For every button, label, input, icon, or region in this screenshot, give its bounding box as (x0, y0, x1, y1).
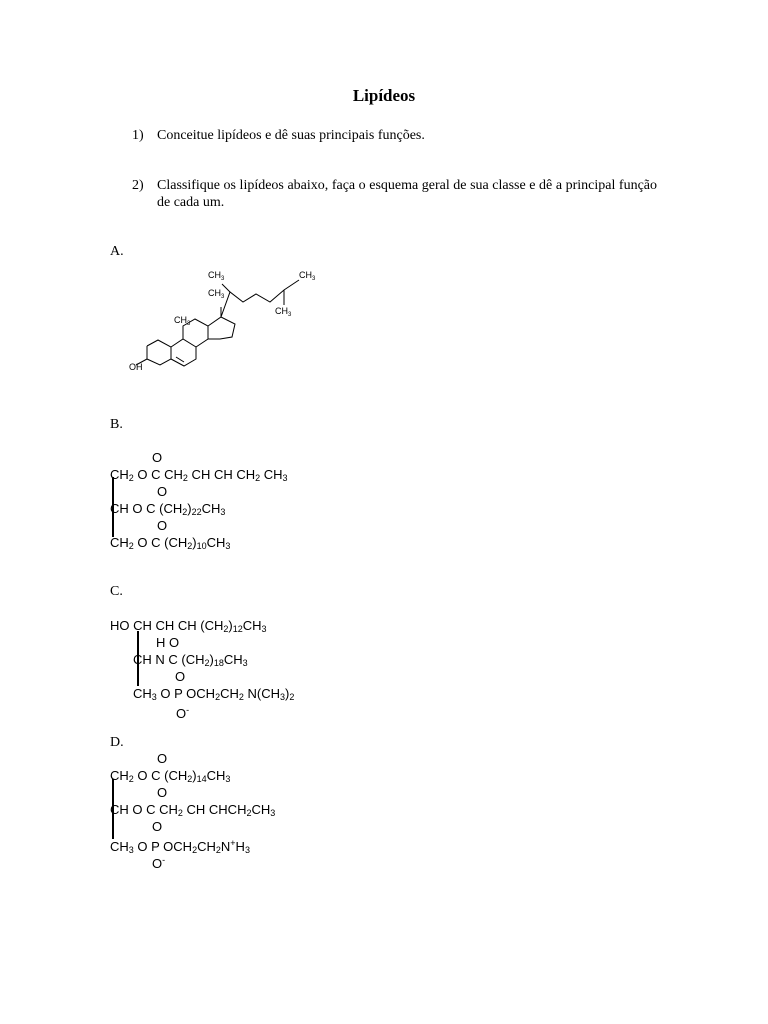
phosphate-anion-oxygen: O- (176, 705, 190, 721)
carbonyl-oxygen: O (152, 450, 163, 465)
carbonyl-oxygen: O (157, 518, 168, 533)
page-title: Lipídeos (352, 86, 416, 105)
cholesterol-structure (118, 262, 328, 377)
structure-d-label: D. (110, 735, 124, 750)
question-text: Conceitue lipídeos e dê suas principais funções. (157, 128, 425, 143)
amide-h-o: H O (156, 635, 180, 650)
phosphate-anion-oxygen: O- (152, 855, 166, 871)
structure-d-line-1: $CH_2$ O C $(CH_2)_{14}CH_3$ (110, 768, 231, 784)
ch3-ring-junction: $CH_3$ (174, 315, 191, 327)
structure-b-label: B. (110, 417, 123, 432)
structure-c-label: C. (110, 584, 123, 599)
ch3-branch: $CH_3$ (275, 306, 292, 318)
structure-d-line-2: CH O C $CH_2$ CH $CHCH_2CH_3$ (110, 802, 276, 818)
oh-group: OH (129, 362, 143, 372)
carbonyl-oxygen: O (157, 785, 168, 800)
structure-c-line-1: HO CH CH CH $(CH_2)_{12}CH_3$ (110, 618, 267, 634)
question-1 (0, 127, 768, 147)
question-number: 2) (132, 178, 144, 193)
structure-a-label: A. (110, 244, 124, 259)
structure-b-line-2: CH O C $(CH_2)_{22}CH_3$ (110, 501, 226, 517)
phosphate-oxygen: O (152, 819, 163, 834)
structure-d-line-3: $CH_3$ O P $OCH_2CH_2N^+H_3$ (110, 838, 250, 855)
carbonyl-oxygen: O (157, 751, 168, 766)
question-2 (0, 177, 768, 217)
ch3-angular: $CH_3$ (208, 288, 225, 300)
structure-b-line-3: $CH_2$ O C $(CH_2)_{10}CH_3$ (110, 535, 231, 551)
question-text: Classifique os lipídeos abaixo, faça o esquema geral de sua classe e dê a principal função de cada um. (157, 178, 657, 210)
structure-c-line-3: $CH_3$ O P $OCH_2CH_2$ $N(CH_3)_2$ (133, 686, 295, 702)
ch3-terminal: $CH_3$ (299, 270, 316, 282)
question-number: 1) (132, 128, 144, 143)
phosphate-oxygen: O (175, 669, 186, 684)
structure-b-line-1: $CH_2$ O C $CH_2$ CH CH $CH_2$ $CH_3$ (110, 467, 288, 483)
carbonyl-oxygen: O (157, 484, 168, 499)
structure-c-line-2: CH N C $(CH_2)_{18}CH_3$ (133, 652, 248, 668)
ch3-side-chain: $CH_3$ (208, 270, 225, 282)
